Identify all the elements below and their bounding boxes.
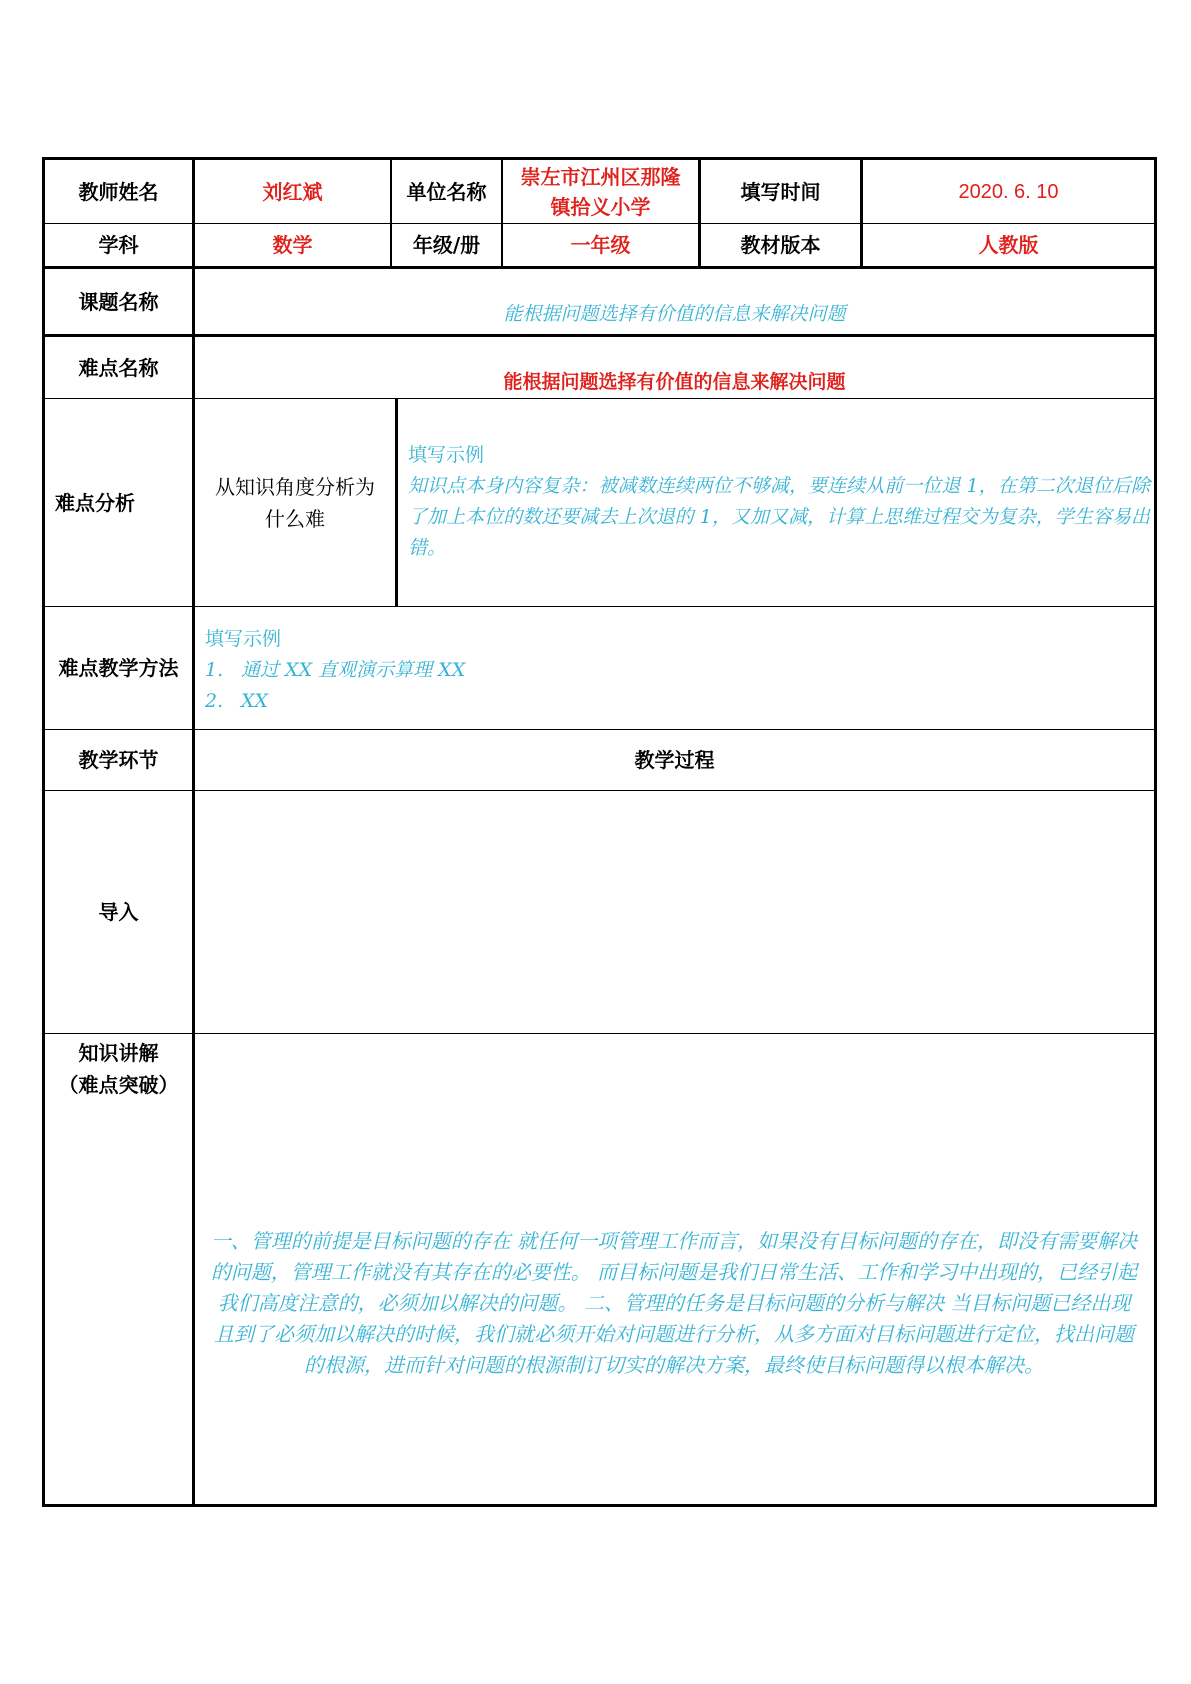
method-item-2-num: 2. <box>205 690 224 712</box>
unit-name-label-text: 单位名称 <box>406 179 487 204</box>
unit-name-value-text: 崇左市江州区那隆镇拾义小学 <box>520 164 681 219</box>
knowledge-label-line2: （难点突破） <box>58 1073 179 1097</box>
topic-value-text: 能根据问题选择有价值的信息来解决问题 <box>503 303 846 325</box>
stage-header-label <box>45 730 192 790</box>
fill-date-label <box>701 160 860 223</box>
knowledge-body: 一、管理的前提是目标问题的存在 就任何一项管理工作而言，如果没有目标问题的存在，即没有需要解决的问题，管理工作就没有其存在的必要性。 而目标问题是我们日常生活、工作和学习中出现的，已经引起我们高度注意的，必须加以解决的问题。 二、管理的任务是目标问题的分析与解决 当目标问题已经出现且到了必须加以解决的时候，我们就必须开始对问题进行分析，从多方面对目标问题进行定位，找出问题的根源，进而针对问题的根源制订切实的解决方案，最终使目标问题得以根本解决。 <box>210 1229 1138 1377</box>
grade-label-text: 年级/册 <box>412 233 481 257</box>
grade-value <box>503 224 698 266</box>
method-item-1 <box>205 655 1145 686</box>
teacher-name-label <box>45 160 192 223</box>
method-example-title: 填写示例 <box>205 628 282 650</box>
unit-name-value <box>503 160 698 223</box>
method-label <box>45 607 192 729</box>
table-border-bottom <box>42 1504 1157 1507</box>
knowledge-label <box>45 1037 192 1101</box>
grade-label <box>392 224 501 266</box>
topic-value <box>195 269 1154 334</box>
grade-value-text: 一年级 <box>570 233 631 257</box>
teacher-name-label-text: 教师姓名 <box>78 179 159 204</box>
edition-label-text: 教材版本 <box>740 233 821 257</box>
intro-label-text: 导入 <box>98 900 139 924</box>
fill-date-value <box>863 160 1154 223</box>
edition-label <box>701 224 860 266</box>
method-item-2 <box>205 686 1145 717</box>
analysis-sub-label-text: 从知识角度分析为什么难 <box>215 474 375 531</box>
method-item-1-text: 通过 XX 直观演示算理 XX <box>241 659 466 681</box>
analysis-example <box>398 440 1150 564</box>
knowledge-label-line1: 知识讲解 <box>78 1041 159 1065</box>
edition-value-text: 人教版 <box>978 233 1039 257</box>
analysis-sub-label <box>195 399 395 606</box>
subject-value-text: 数学 <box>272 233 313 257</box>
analysis-label <box>45 399 192 606</box>
subject-label <box>45 224 192 266</box>
analysis-label-text: 难点分析 <box>55 490 135 515</box>
stage-header-label-text: 教学环节 <box>78 748 159 772</box>
topic-label <box>45 269 192 334</box>
process-header-label-text: 教学过程 <box>634 748 715 772</box>
fill-date-value-text: 2020. 6. 10 <box>958 180 1059 203</box>
table-border-right <box>1154 157 1157 1507</box>
teacher-name-value <box>195 160 390 223</box>
unit-name-label <box>392 160 501 223</box>
difficulty-value-text: 能根据问题选择有价值的信息来解决问题 <box>503 371 846 393</box>
difficulty-value <box>195 337 1154 398</box>
fill-date-label-text: 填写时间 <box>740 179 821 204</box>
method-item-2-text: XX <box>241 690 269 712</box>
process-header-label <box>195 730 1154 790</box>
difficulty-label-text: 难点名称 <box>78 355 159 380</box>
row-line-8 <box>42 1033 1157 1034</box>
topic-label-text: 课题名称 <box>78 289 159 314</box>
method-label-text: 难点教学方法 <box>58 656 179 680</box>
teacher-name-value-text: 刘红斌 <box>262 179 323 204</box>
intro-content <box>195 791 1154 1033</box>
row-line-5 <box>42 606 1157 607</box>
analysis-example-title: 填写示例 <box>408 444 485 466</box>
analysis-example-text: 知识点本身内容复杂：被减数连续两位不够减，要连续从前一位退 1，在第二次退位后除了加上本位的数还要减去上次退的 1，又加又减，计算上思维过程交为复杂，学生容易出错。 <box>408 475 1150 559</box>
subject-label-text: 学科 <box>98 233 139 257</box>
difficulty-label <box>45 337 192 398</box>
method-example <box>205 624 1145 717</box>
subject-value <box>195 224 390 266</box>
method-item-1-num: 1. <box>205 659 224 681</box>
edition-value <box>863 224 1154 266</box>
intro-label <box>45 791 192 1033</box>
